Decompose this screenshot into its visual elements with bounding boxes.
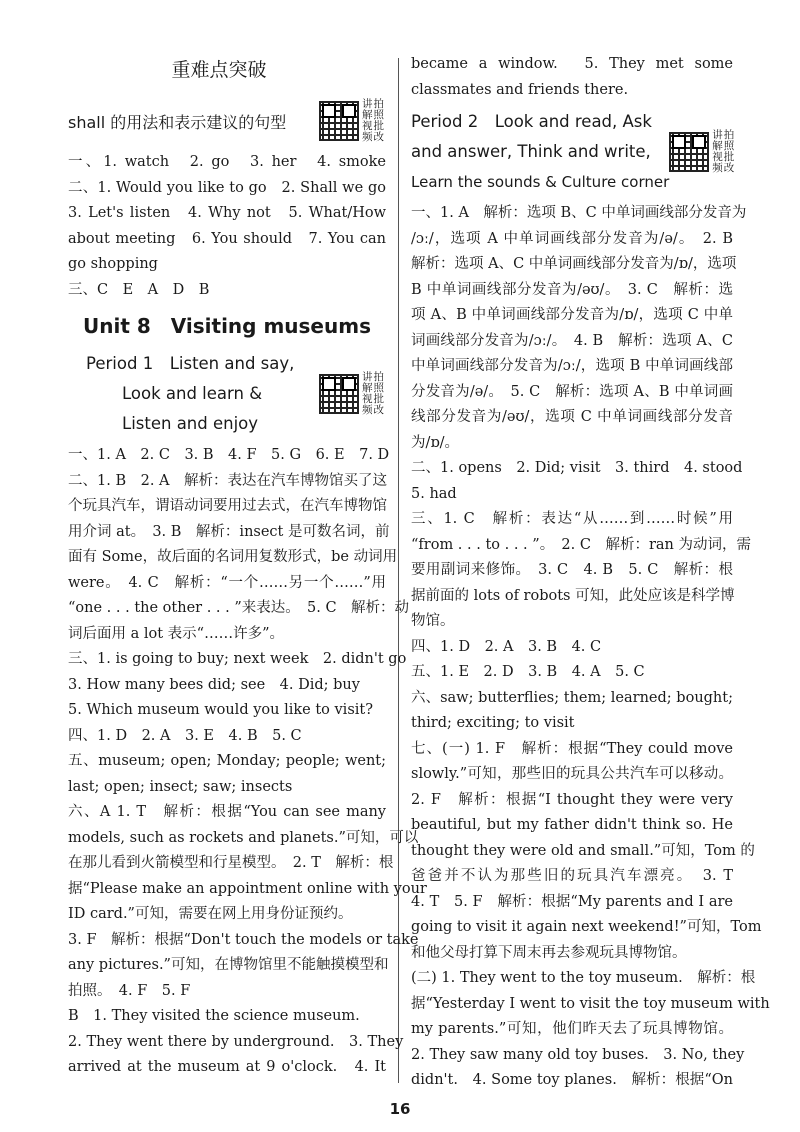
answer-line: 分发音为/ə/。 5. C 解析：选项 A、B 中单词画: [411, 383, 733, 400]
answer-line: thought they were old and small.”可知，Tom 的: [411, 842, 755, 859]
answer-line: 三、1. C 解析：表达“从……到……时候”用: [411, 511, 733, 527]
answer-line: 六、saw; butterflies; them; learned; bought;: [411, 689, 733, 706]
answer-line: 词后面用 a lot 表示“……许多”。: [68, 625, 284, 642]
page-number: 16: [389, 1100, 411, 1118]
answer-line: 为/ɒ/。: [411, 434, 460, 451]
answer-line: 在那儿看到火箭模型和行星模型。 2. T 解析：根: [68, 855, 394, 871]
answer-line: 要用副词来修饰。 3. C 4. B 5. C 解析：根: [411, 562, 733, 578]
answer-line: 二、1. B 2. A 解析：表达在汽车博物馆买了这: [68, 472, 388, 489]
period-title-line: Learn the sounds & Culture corner: [411, 173, 670, 191]
answer-line: arrived at the museum at 9 o'clock. 4. It: [68, 1059, 386, 1075]
period-2-answers: [411, 201, 770, 1094]
column-divider: [398, 58, 399, 1083]
period-title-line: Look and learn &: [122, 384, 263, 403]
answer-line: classmates and friends there.: [411, 81, 629, 98]
answer-line: beautiful, but my father didn't think so. He: [411, 817, 733, 833]
left-column: [68, 48, 427, 1081]
answer-line: 2. F 解析：根据“I thought they were very: [411, 791, 733, 808]
answer-line: 据“Please make an appointment online with your: [68, 880, 427, 897]
topic-header: [68, 92, 386, 150]
answer-line: 线部分发音为/əʊ/，选项 C 中单词画线部分发音: [411, 409, 733, 425]
answer-line: go shopping: [68, 256, 158, 272]
answer-line: going to visit it again next weekend!”可知，Tom: [411, 919, 762, 935]
answer-line: slowly.”可知，那些旧的玩具公共汽车可以移动。: [411, 766, 733, 782]
answer-line: 5. had: [411, 485, 457, 502]
answer-line: 一、1. A 2. C 3. B 4. F 5. G 6. E 7. D: [68, 447, 390, 463]
answer-line: 据“Yesterday I went to visit the toy museum with: [411, 995, 770, 1012]
section-title: 重难点突破: [171, 59, 267, 81]
answer-line: 3. F 解析：根据“Don't touch the models or take: [68, 931, 419, 948]
answer-line: 六、A 1. T 解析：根据“You can see many: [68, 804, 386, 820]
answer-line: 项 A、B 中单词画线部分发音为/ɒ/，选项 C 中单: [411, 307, 733, 323]
period-title-line: Period 1 Listen and say,: [86, 354, 295, 373]
answer-line: 用介词 at。 3. B 解析：insect 是可数名词，前: [68, 523, 390, 540]
answer-line: (二) 1. They went to the toy museum. 解析：根: [411, 970, 756, 986]
answer-line: /ɔː/，选项 A 中单词画线部分发音为/ə/。 2. B: [411, 230, 733, 247]
period-title-line: and answer, Think and write,: [411, 142, 651, 161]
answer-line: about meeting 6. You should 7. You can: [68, 230, 386, 247]
answer-line: 二、1. opens 2. Did; visit 3. third 4. stood: [411, 460, 743, 476]
answer-line: 2. They saw many old toy buses. 3. No, they: [411, 1046, 745, 1063]
answer-line: 三、C E A D B: [68, 281, 210, 298]
qr-code-icon: [669, 132, 709, 172]
answer-line: 三、1. is going to buy; next week 2. didn't go: [68, 651, 407, 667]
answer-line: 一、1. watch 2. go 3. her 4. smoke: [68, 154, 386, 170]
qr-block: [319, 99, 386, 143]
answer-line: 解析：选项 A、C 中单词画线部分发音为/ɒ/，选项: [411, 256, 737, 272]
answer-line: B 1. They visited the science museum.: [68, 1008, 360, 1024]
answer-line: last; open; insect; saw; insects: [68, 778, 293, 795]
answer-line: didn't. 4. Some toy planes. 解析：根据“On: [411, 1072, 733, 1088]
period-2-header: [411, 107, 736, 197]
answer-line: 拍照。 4. F 5. F: [68, 982, 191, 999]
answer-line: 词画线部分发音为/ɔː/。 4. B 解析：选项 A、C: [411, 332, 733, 349]
qr-caption: 讲拍解照视批频改: [362, 98, 385, 143]
topic-title: shall 的用法和表示建议的句型: [68, 112, 287, 132]
answer-line: “one . . . the other . . . ”来表达。 5. C 解析：动: [68, 600, 410, 616]
answer-line: third; exciting; to visit: [411, 715, 575, 731]
answer-line: models, such as rockets and planets.”可知，可以: [68, 829, 419, 846]
answer-line: 二、1. Would you like to go 2. Shall we go: [68, 179, 386, 196]
qr-code-icon: [319, 374, 359, 414]
answer-line: 七、(一) 1. F 解析：根据“They could move: [411, 740, 733, 757]
answer-line: 一、1. A 解析：选项 B、C 中单词画线部分发音为: [411, 205, 747, 221]
qr-caption: 讲拍解照视批频改: [362, 371, 385, 416]
answer-line: 面有 Some，故后面的名词用复数形式，be 动词用: [68, 549, 398, 565]
answer-line: “from . . . to . . . ”。 2. C 解析：ran 为动词，需: [411, 536, 751, 553]
qr-block: [319, 372, 386, 416]
answer-line: 物馆。: [411, 613, 455, 629]
answer-line: 五、1. E 2. D 3. B 4. A 5. C: [411, 664, 645, 680]
qr-code-icon: [319, 101, 359, 141]
period-1-answers: [68, 443, 427, 1081]
answer-line: 2. They went there by underground. 3. They: [68, 1033, 404, 1050]
answer-line: 据前面的 lots of robots 可知，此处应该是科学博: [411, 587, 735, 604]
answer-line: 四、1. D 2. A 3. B 4. C: [411, 638, 602, 655]
answer-line: 中单词画线部分发音为/ɔː/，选项 B 中单词画线部: [411, 358, 733, 374]
period-title-line: Period 2 Look and read, Ask: [411, 112, 652, 131]
qr-caption: 讲拍解照视批频改: [712, 129, 736, 174]
answer-line: became a window. 5. They met some: [411, 56, 733, 72]
answer-line: my parents.”可知，他们昨天去了玩具博物馆。: [411, 1021, 733, 1037]
answer-line: were。 4. C 解析：“一个……另一个……”用: [68, 574, 386, 591]
answer-line: 个玩具汽车，谓语动词要用过去式，在汽车博物馆: [68, 498, 387, 514]
answer-line: 3. Let's listen 4. Why not 5. What/How: [68, 205, 386, 221]
answer-line: any pictures.”可知，在博物馆里不能触摸模型和: [68, 957, 389, 973]
answer-line: 和他父母打算下周末再去参观玩具博物馆。: [411, 944, 687, 961]
answer-line: 4. T 5. F 解析：根据“My parents and I are: [411, 893, 733, 910]
answer-line: 5. Which museum would you like to visit?: [68, 702, 374, 718]
right-column: [411, 52, 770, 1094]
unit-title: Unit 8 Visiting museums: [83, 314, 371, 338]
answer-line: ID card.”可知，需要在网上用身份证预约。: [68, 906, 353, 922]
answer-line: 五、museum; open; Monday; people; went;: [68, 753, 386, 769]
topic-answers: [68, 150, 386, 303]
answer-line: 3. How many bees did; see 4. Did; buy: [68, 676, 360, 693]
answer-line: B 中单词画线部分发音为/əʊ/。 3. C 解析：选: [411, 281, 733, 298]
period-1-header: [68, 349, 386, 439]
answer-line: 四、1. D 2. A 3. E 4. B 5. C: [68, 727, 302, 744]
period-title-line: Listen and enjoy: [122, 414, 259, 433]
qr-block: [669, 130, 736, 174]
answer-line: 爸爸并不认为那些旧的玩具汽车漂亮。 3. T: [411, 868, 733, 884]
